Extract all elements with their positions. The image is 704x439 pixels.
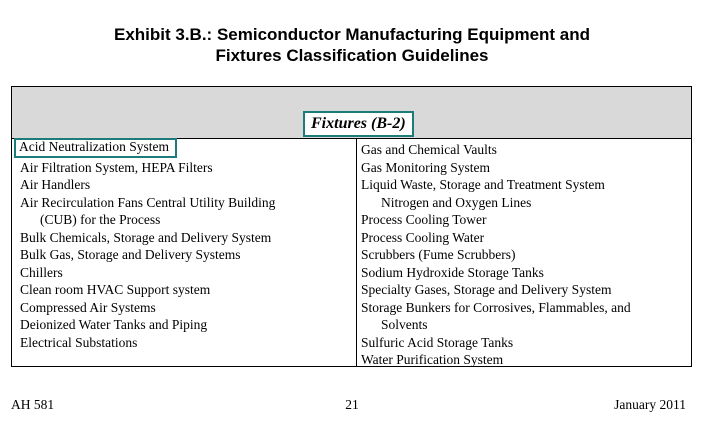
list-item: Storage Bunkers for Corrosives, Flammables, and bbox=[361, 299, 631, 315]
list-item-continuation: Nitrogen and Oxygen Lines bbox=[381, 194, 532, 210]
column-divider bbox=[356, 139, 357, 366]
list-item: Clean room HVAC Support system bbox=[20, 282, 211, 297]
footer-page-number: 21 bbox=[345, 397, 359, 412]
list-item: Gas Monitoring System bbox=[361, 159, 491, 175]
list-item: Air Recirculation Fans Central Utility Building bbox=[20, 194, 276, 210]
list-item: Process Cooling Tower bbox=[361, 212, 487, 227]
list-item: Sodium Hydroxide Storage Tanks bbox=[361, 264, 544, 280]
highlighted-item: Acid Neutralization System bbox=[14, 138, 177, 158]
classification-table bbox=[11, 86, 692, 367]
page-title-line-1: Exhibit 3.B.: Semiconductor Manufacturing Equipment and bbox=[113, 25, 591, 44]
list-item: Scrubbers (Fume Scrubbers) bbox=[361, 247, 516, 262]
list-item: Gas and Chemical Vaults bbox=[361, 142, 497, 157]
list-item: Liquid Waste, Storage and Treatment System bbox=[361, 177, 605, 192]
left-column bbox=[20, 141, 354, 351]
list-item: Specialty Gases, Storage and Delivery System bbox=[361, 282, 612, 297]
list-item: Sulfuric Acid Storage Tanks bbox=[361, 334, 514, 350]
list-item-continuation: Solvents bbox=[381, 317, 428, 332]
list-item-continuation: (CUB) for the Process bbox=[40, 212, 161, 227]
list-item: Electrical Substations bbox=[20, 334, 138, 350]
page-title bbox=[0, 24, 704, 66]
list-item: Air Handlers bbox=[20, 177, 91, 192]
footer-date: January 2011 bbox=[614, 397, 686, 412]
list-item: Chillers bbox=[20, 264, 63, 280]
list-item: Bulk Chemicals, Storage and Delivery System bbox=[20, 229, 272, 245]
right-column bbox=[361, 141, 689, 369]
list-item: Water Purification System bbox=[361, 352, 504, 367]
list-item: Air Filtration System, HEPA Filters bbox=[20, 159, 213, 175]
page-title-line-2: Fixtures Classification Guidelines bbox=[215, 46, 489, 65]
list-item bbox=[20, 141, 354, 159]
footer-document-id: AH 581 bbox=[11, 397, 55, 412]
list-item: Deionized Water Tanks and Piping bbox=[20, 317, 208, 332]
list-item: Process Cooling Water bbox=[361, 229, 485, 245]
list-item: Bulk Gas, Storage and Delivery Systems bbox=[20, 247, 241, 262]
list-item: Compressed Air Systems bbox=[20, 299, 156, 315]
table-header-fixtures: Fixtures (B-2) bbox=[303, 111, 414, 137]
